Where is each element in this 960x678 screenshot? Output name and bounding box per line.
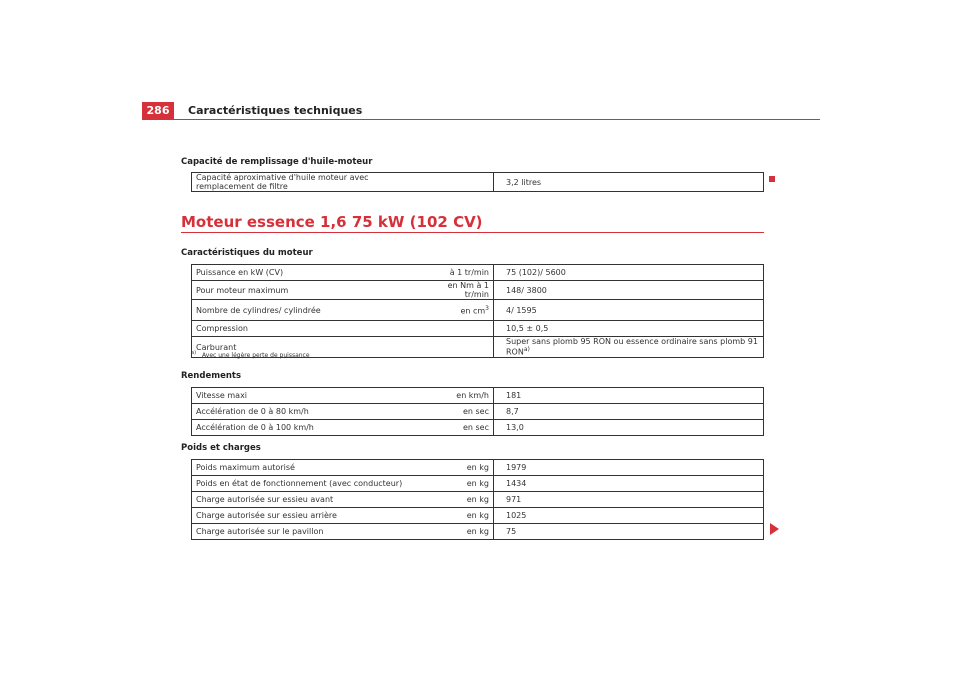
oil-table [191, 172, 764, 192]
table-row [192, 508, 764, 524]
spec-value: 10,5 ± 0,5 [494, 321, 764, 337]
weight-unit: en kg [425, 508, 494, 524]
oil-unit [425, 173, 494, 192]
specs-table [191, 264, 764, 358]
perf-unit: en sec [425, 420, 494, 436]
spec-unit [425, 321, 494, 337]
weight-unit: en kg [425, 476, 494, 492]
weight-value: 75 [494, 524, 764, 540]
oil-desc: Capacité aproximative d'huile moteur avec remplacement de filtre [192, 173, 426, 192]
performance-table [191, 387, 764, 436]
next-page-arrow-icon[interactable] [770, 523, 779, 535]
spec-value: 4/ 1595 [494, 300, 764, 321]
table-row [192, 460, 764, 476]
weight-value: 1434 [494, 476, 764, 492]
oil-value: 3,2 litres [494, 173, 764, 192]
table-row [192, 420, 764, 436]
specs-section-label: Caractéristiques du moteur [181, 248, 313, 258]
spec-desc: Pour moteur maximum [192, 281, 426, 300]
table-row [192, 173, 764, 192]
spec-unit-cell [425, 300, 494, 321]
table-row [192, 404, 764, 420]
footnote-text: Avec une légère perte de puissance [202, 352, 310, 359]
spec-unit-sup: 3 [485, 304, 489, 312]
weights-section-label: Poids et charges [181, 443, 261, 453]
spec-value: 75 (102)/ 5600 [494, 265, 764, 281]
table-row [192, 524, 764, 540]
weight-desc: Charge autorisée sur le pavillon [192, 524, 426, 540]
table-row [192, 492, 764, 508]
spec-value: Super sans plomb 95 RON ou essence ordinaire sans plomb 91 RON [506, 337, 758, 357]
weight-unit: en kg [425, 460, 494, 476]
weight-desc: Charge autorisée sur essieu avant [192, 492, 426, 508]
performance-section-label: Rendements [181, 371, 242, 381]
perf-value: 8,7 [494, 404, 764, 420]
title-rule [181, 232, 764, 233]
table-row [192, 281, 764, 300]
oil-section-label: Capacité de remplissage d'huile-moteur [181, 157, 373, 167]
spec-value-sup: a) [523, 346, 530, 354]
table-row [192, 321, 764, 337]
engine-title: Moteur essence 1,6 75 kW (102 CV) [181, 213, 483, 231]
spec-desc: Puissance en kW (CV) [192, 265, 426, 281]
spec-unit: en cm [460, 306, 486, 316]
weight-desc: Charge autorisée sur essieu arrière [192, 508, 426, 524]
perf-desc: Accélération de 0 à 80 km/h [192, 404, 426, 420]
footnote-mark: a) [191, 350, 197, 356]
footnote [191, 350, 310, 359]
perf-value: 13,0 [494, 420, 764, 436]
weights-table [191, 459, 764, 540]
perf-value: 181 [494, 388, 764, 404]
header-title: Caractéristiques techniques [188, 104, 363, 117]
table-row [192, 388, 764, 404]
spec-value: 148/ 3800 [494, 281, 764, 300]
weight-value: 971 [494, 492, 764, 508]
weight-value: 1979 [494, 460, 764, 476]
spec-unit [425, 337, 494, 358]
table-row [192, 476, 764, 492]
table-row [192, 300, 764, 321]
weight-unit: en kg [425, 524, 494, 540]
spec-value-cell [494, 337, 764, 358]
spec-unit: à 1 tr/min [425, 265, 494, 281]
spec-unit: en Nm à 1 tr/min [425, 281, 494, 300]
perf-desc: Accélération de 0 à 100 km/h [192, 420, 426, 436]
weight-unit: en kg [425, 492, 494, 508]
spec-desc: Nombre de cylindres/ cylindrée [192, 300, 426, 321]
weight-desc: Poids maximum autorisé [192, 460, 426, 476]
perf-desc: Vitesse maxi [192, 388, 426, 404]
header-rule [142, 119, 820, 120]
perf-unit: en km/h [425, 388, 494, 404]
spec-desc: Compression [192, 321, 426, 337]
spec-desc: Carburant [192, 337, 426, 358]
weight-desc: Poids en état de fonctionnement (avec conducteur) [192, 476, 426, 492]
table-row [192, 265, 764, 281]
weight-value: 1025 [494, 508, 764, 524]
end-square-icon [769, 176, 775, 182]
page-number: 286 [142, 102, 174, 120]
perf-unit: en sec [425, 404, 494, 420]
